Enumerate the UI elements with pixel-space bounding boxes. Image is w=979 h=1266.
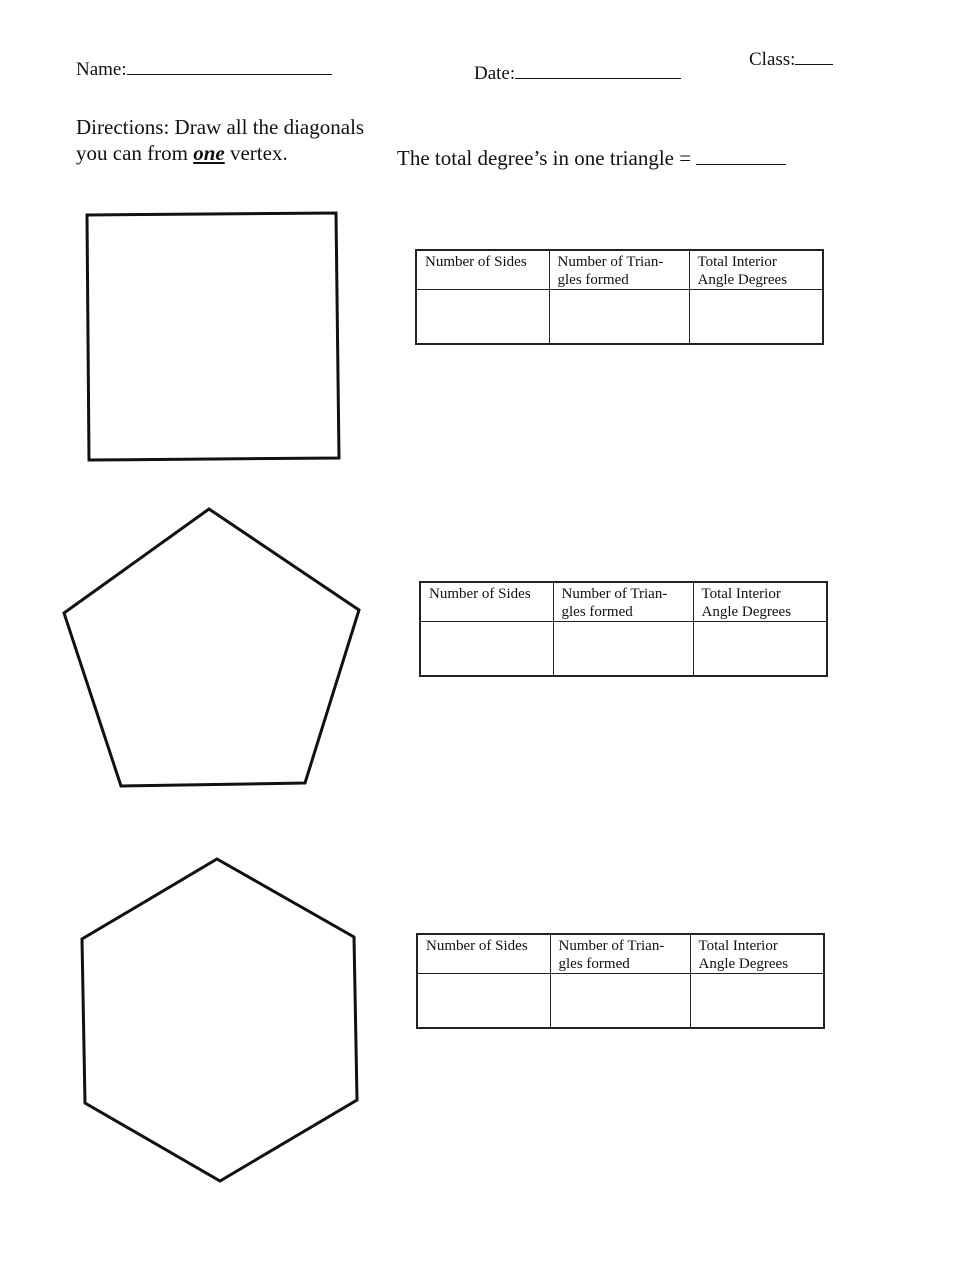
header-text: Number of Trian- gles formed <box>561 586 668 620</box>
header-number-of-sides <box>417 934 550 974</box>
table-answer-row <box>416 290 823 344</box>
square-angle-table <box>415 249 824 345</box>
header-text: Total Interior Angle Degrees <box>698 938 789 972</box>
header-number-of-triangles <box>549 250 689 290</box>
answer-cell-triangles[interactable] <box>550 974 690 1028</box>
header-text: Number of Sides <box>425 254 527 270</box>
pentagon-angle-table <box>419 581 828 677</box>
name-label: Name: <box>76 59 127 80</box>
answer-cell-degrees[interactable] <box>689 290 823 344</box>
header-total-interior-angle <box>690 934 824 974</box>
hexagon-angle-table <box>416 933 825 1029</box>
answer-cell-triangles[interactable] <box>549 290 689 344</box>
date-label: Date: <box>474 63 516 84</box>
answer-cell-triangles[interactable] <box>553 622 693 676</box>
class-label: Class: <box>749 49 796 70</box>
header-text: Number of Trian- gles formed <box>557 254 664 288</box>
header-total-interior-angle <box>693 582 827 622</box>
directions-emphasis: one <box>193 141 225 165</box>
table-header-row <box>417 934 824 974</box>
answer-cell-sides[interactable] <box>416 290 549 344</box>
table-header-row <box>420 582 827 622</box>
directions-line-1: Directions: Draw all the diagonals <box>76 115 365 139</box>
header-number-of-sides <box>420 582 553 622</box>
table-header-row <box>416 250 823 290</box>
table-answer-row <box>420 622 827 676</box>
header-text: Total Interior Angle Degrees <box>701 586 792 620</box>
answer-cell-degrees[interactable] <box>693 622 827 676</box>
directions-text-end: vertex. <box>224 141 288 165</box>
header-total-interior-angle <box>689 250 823 290</box>
header-number-of-sides <box>416 250 549 290</box>
answer-cell-sides[interactable] <box>417 974 550 1028</box>
header-text: Number of Sides <box>426 938 528 954</box>
header-text: Number of Sides <box>429 586 531 602</box>
header-text: Total Interior Angle Degrees <box>697 254 788 288</box>
header-text: Number of Trian- gles formed <box>558 938 665 972</box>
table-answer-row <box>417 974 824 1028</box>
answer-cell-degrees[interactable] <box>690 974 824 1028</box>
header-number-of-triangles <box>553 582 693 622</box>
header-number-of-triangles <box>550 934 690 974</box>
answer-cell-sides[interactable] <box>420 622 553 676</box>
directions-text: you can from <box>76 141 194 165</box>
triangle-question-text: The total degree’s in one triangle = <box>397 146 692 170</box>
